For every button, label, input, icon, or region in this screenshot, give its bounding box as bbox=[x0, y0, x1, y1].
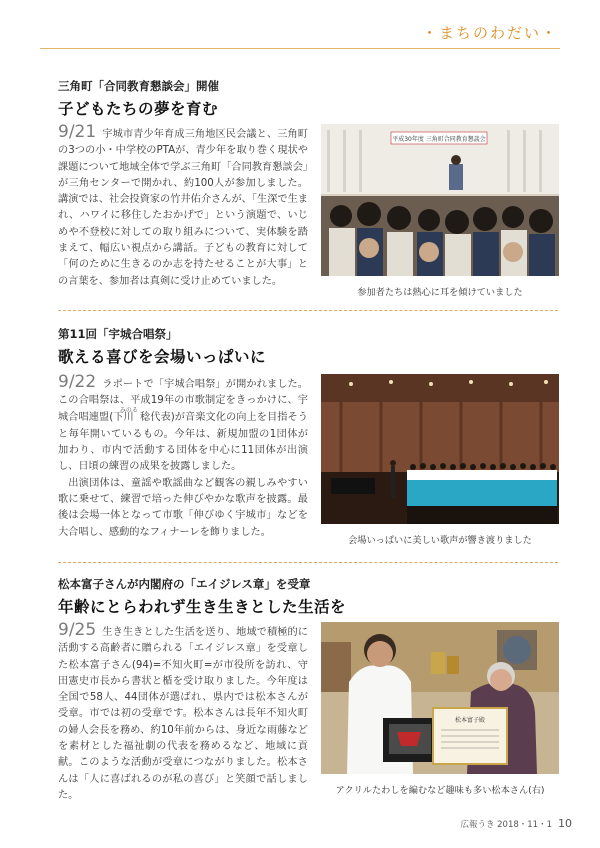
article-body bbox=[58, 622, 308, 804]
article-text: 生き生きとした生活を送り、地域で積極的に活動する高齢者に贈られる「エイジレス章」を受章した松本富子さん(94)=不知火町=が市役所を訪れ、守田憲史市長から書状と楯を受け取りました。今年度は全国で58人、44団体が選ばれ、県内では松本さんが受章。市では初の受章です。松本さんは長年不知火町の婦人会長を務め、約10年前からは、身近な雨藤などを素材とした福祉劇の代表を務めるなど、地域に貢献。このような活動が受章につながりました。松本さんは「人に喜ばれるのが私の喜び」と笑顔で話しました。 bbox=[58, 627, 308, 801]
article-date: 9/25 bbox=[58, 620, 97, 640]
article-kicker: 松本富子さんが内閣府の「エイジレス章」を受章 bbox=[58, 577, 311, 591]
photo-award-presentation bbox=[321, 622, 559, 774]
article-date: 9/22 bbox=[58, 372, 97, 392]
article-ageless-award bbox=[58, 576, 558, 801]
article-text-2: 稔代表)が音楽文化の向上を目指そうと毎年開いているもの。今年は、新規加盟の1団体が加わり、市内で活動する団体を中心に11団体が出演し、日頃の練習の成果を披露しました。 bbox=[58, 411, 308, 473]
page-footer bbox=[460, 817, 572, 830]
publication-info: 広報うき 2018・11・1 bbox=[460, 820, 552, 830]
section-label: ・まちのわだい・ bbox=[421, 24, 558, 42]
article-paragraph-2: 出演団体は、童謡や歌謡曲など観客の親しみやすい歌に乗せて、練習で培った伸びやかな歌声を披露。最後は会場一体となって市歌「伸びゆく宇城市」などを大合唱し、感動的なフィナーレを飾りました。 bbox=[58, 477, 308, 538]
page-number: 10 bbox=[558, 817, 572, 830]
photo-choir-stage bbox=[321, 374, 559, 524]
article-headline: 年齢にとらわれず生き生きとした生活を bbox=[58, 598, 347, 616]
certificate-name: 松本富子殿 bbox=[454, 717, 486, 724]
article-text: 宇城市青少年育成三角地区民会議と、三角町の3つの小・中学校のPTAが、青少年を取り巻く現状や課題について地域全体で学ぶ三角町「合同教育懇談会」が三角センターで開かれ、約100人が参加しました。講演では、社会投資家の竹井佑介さんが、「生深で生まれ、ハワイに移住したおかげで」という演題で、いじめや不登校に対しての取り組みについて、実体験を踏まえて、幅広い視点から講話。子どもの教育に対して「何のために生きるのか志を持たせることが大事」との言葉を、参加者は真剣に受け止めていました。 bbox=[58, 129, 308, 287]
article-kicker: 第11回「宇城合唱祭」 bbox=[58, 327, 178, 341]
article-body bbox=[58, 374, 308, 541]
page-header bbox=[40, 20, 560, 49]
stage-banner: 平成30年度 三角町合同教育懇談会 bbox=[392, 136, 486, 143]
photo-caption: 参加者たちは熱心に耳を傾けていました bbox=[357, 287, 523, 298]
section-divider bbox=[58, 310, 558, 311]
photo-caption: 会場いっぱいに美しい歌声が響き渡りました bbox=[348, 535, 532, 546]
article-kicker: 三角町「合同教育懇談会」開催 bbox=[58, 79, 219, 93]
name-ruby: みのる bbox=[119, 406, 138, 414]
article-body bbox=[58, 124, 308, 290]
article-headline: 子どもたちの夢を育む bbox=[58, 100, 219, 118]
article-choir-festival bbox=[58, 326, 558, 546]
photo-lecture-hall bbox=[321, 124, 559, 276]
section-divider bbox=[58, 562, 558, 563]
photo-caption: アクリルたわしを編むなど趣味も多い松本さん(右) bbox=[335, 785, 545, 796]
article-education-meeting bbox=[58, 78, 558, 298]
article-headline: 歌える喜びを会場いっぱいに bbox=[58, 348, 267, 366]
article-text: ラポートで「宇城合唱祭」が開かれました。この合唱祭は、平成19年の市歌制定をきっかけに、宇城合唱連盟(下川 bbox=[58, 379, 308, 423]
article-date: 9/21 bbox=[58, 122, 97, 142]
